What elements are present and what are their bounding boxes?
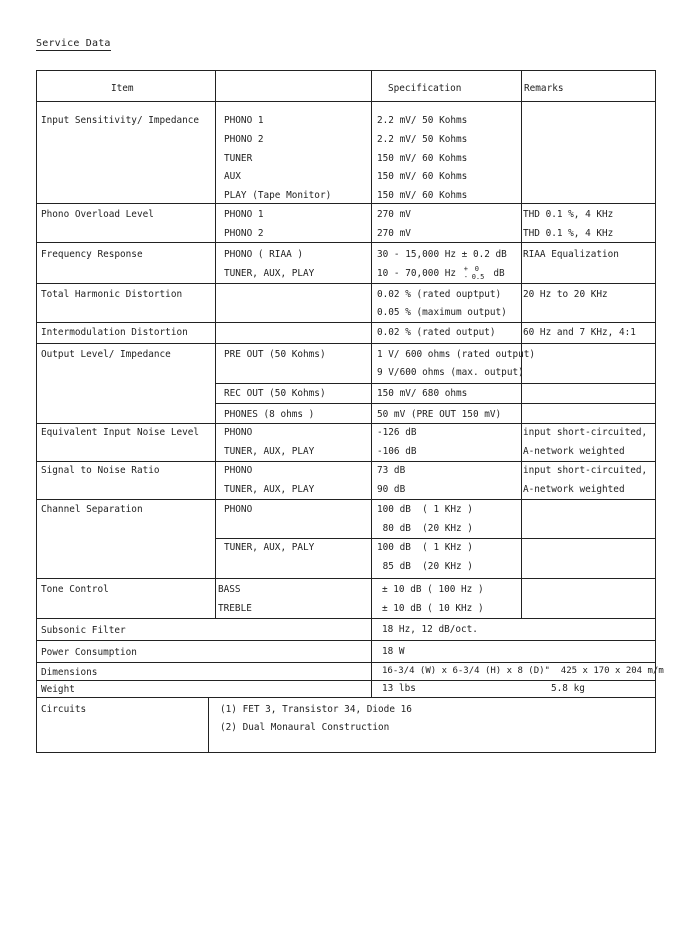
remark-cell: THD 0.1 %, 4 KHz [523,228,614,239]
tolerance-values [471,265,488,281]
row-divider [36,499,656,500]
spec-cell: ± 10 dB ( 10 KHz ) [382,603,484,614]
item-snr: Signal to Noise Ratio [41,465,160,476]
remark-cell: RIAA Equalization [523,249,619,260]
plus-sign: + [463,265,468,273]
row-divider [36,242,656,243]
spec-cell: -126 dB [377,427,417,438]
tolerance-sign [462,265,472,281]
spec-cell: 1 V/ 600 ohms (rated output) [377,349,536,360]
row-divider [36,640,656,641]
header-specification: Specification [388,83,462,94]
row-divider [36,461,656,462]
source-cell: TUNER, AUX, PLAY [224,484,315,495]
item-subsonic-filter: Subsonic Filter [41,625,126,636]
remark-cell: input short-circuited, [523,427,648,438]
row-divider [36,203,656,204]
source-cell: PHONO [224,465,253,476]
header-item: Item [111,83,134,94]
source-cell: TUNER [224,153,253,164]
spec-cell: 0.02 % (rated ouptput) [377,289,502,300]
table-border-left [36,70,37,753]
item-circuits: Circuits [41,704,87,715]
row-divider [36,662,656,663]
spec-cell: 100 dB ( 1 KHz ) [377,542,473,553]
item-imd: Intermodulation Distortion [41,327,188,338]
row-divider [36,343,656,344]
spec-cell: 100 dB ( 1 KHz ) [377,504,473,515]
tolerance-bottom: 0.5 [471,273,485,281]
spec-cell: 90 dB [377,484,406,495]
remark-cell: 20 Hz to 20 KHz [523,289,608,300]
item-phono-overload: Phono Overload Level [41,209,154,220]
item-output-level: Output Level/ Impedance [41,349,171,360]
spec-cell: 16-3/4 (W) x 6-3/4 (H) x 8 (D)" 425 x 170 x 204 m/m [382,666,664,676]
source-cell: AUX [224,171,241,182]
spec-cell: 85 dB (20 KHz ) [377,561,473,572]
spec-cell: 9 V/600 ohms (max. output) [377,367,524,378]
spec-cell: 13 lbs [382,683,416,694]
item-thd: Total Harmonic Distortion [41,289,183,300]
spec-cell: 18 W [382,646,405,657]
tolerance-top: 0 [474,265,479,273]
column-divider [371,70,372,697]
spec-cell [377,265,505,281]
item-frequency-response: Frequency Response [41,249,143,260]
circuit-line: (1) FET 3, Transistor 34, Diode 16 [220,704,412,715]
item-input-sensitivity: Input Sensitivity/ Impedance [41,115,200,126]
row-subdivider [215,538,656,539]
spec-cell: 270 mV [377,209,411,220]
row-divider [36,283,656,284]
remark-cell: input short-circuited, [523,465,648,476]
source-cell: PHONO [224,427,253,438]
source-cell: PHONO 1 [224,209,264,220]
source-cell: PHONO 2 [224,228,264,239]
minus-sign: - [463,273,468,281]
item-channel-separation: Channel Separation [41,504,143,515]
spec-cell: 30 - 15,000 Hz ± 0.2 dB [377,249,507,260]
item-weight: Weight [41,684,75,695]
source-cell: PHONO [224,504,253,515]
spec-cell: 2.2 mV/ 50 Kohms [377,115,468,126]
item-tone-control: Tone Control [41,584,109,595]
spec-cell: 0.02 % (rated output) [377,327,496,338]
table-border-right [655,70,656,753]
item-input-noise: Equivalent Input Noise Level [41,427,200,438]
spec-cell: ± 10 dB ( 100 Hz ) [382,584,484,595]
item-power-consumption: Power Consumption [41,647,137,658]
source-cell: PHONO 2 [224,134,264,145]
table-border-top [36,70,656,71]
row-subdivider [215,403,656,404]
spec-cell: 150 mV/ 60 Kohms [377,171,468,182]
spec-cell: -106 dB [377,446,417,457]
row-divider [36,423,656,424]
source-cell: PRE OUT (50 Kohms) [224,349,326,360]
spec-cell: 150 mV/ 60 Kohms [377,153,468,164]
remark-cell: THD 0.1 %, 4 KHz [523,209,614,220]
spec-unit: dB [493,268,505,279]
source-cell: TUNER, AUX, PLAY [224,268,315,279]
source-cell: PLAY (Tape Monitor) [224,190,332,201]
spec-range: 10 - 70,000 Hz [377,268,457,279]
source-cell: PHONO 1 [224,115,264,126]
spec-cell: 150 mV/ 680 ohms [377,388,468,399]
column-divider [521,70,522,619]
row-divider [36,697,656,698]
remark-cell: 60 Hz and 7 KHz, 4:1 [523,327,636,338]
row-divider [36,101,656,102]
source-cell: BASS [218,584,241,595]
source-cell: TREBLE [218,603,252,614]
header-remarks: Remarks [524,83,564,94]
spec-cell: 73 dB [377,465,406,476]
column-divider [208,697,209,753]
spec-cell: 0.05 % (maximum output) [377,307,507,318]
page-title: Service Data [36,38,111,49]
row-divider [36,578,656,579]
row-divider [36,680,656,681]
spec-metric-cell: 5.8 kg [551,683,585,694]
column-divider [215,70,216,619]
spec-cell: 80 dB (20 KHz ) [377,523,473,534]
source-cell: PHONES (8 ohms ) [224,409,315,420]
spec-cell: 150 mV/ 60 Kohms [377,190,468,201]
item-dimensions: Dimensions [41,667,98,678]
circuit-line: (2) Dual Monaural Construction [220,722,390,733]
source-cell: PHONO ( RIAA ) [224,249,304,260]
remark-cell: A-network weighted [523,484,625,495]
source-cell: TUNER, AUX, PLAY [224,446,315,457]
row-divider [36,322,656,323]
source-cell: REC OUT (50 Kohms) [224,388,326,399]
row-subdivider [215,383,656,384]
table-border-bottom [36,752,656,753]
spec-cell: 18 Hz, 12 dB/oct. [382,624,478,635]
remark-cell: A-network weighted [523,446,625,457]
spec-cell: 2.2 mV/ 50 Kohms [377,134,468,145]
spec-cell: 50 mV (PRE OUT 150 mV) [377,409,502,420]
source-cell: TUNER, AUX, PALY [224,542,315,553]
spec-cell: 270 mV [377,228,411,239]
row-divider [36,618,656,619]
